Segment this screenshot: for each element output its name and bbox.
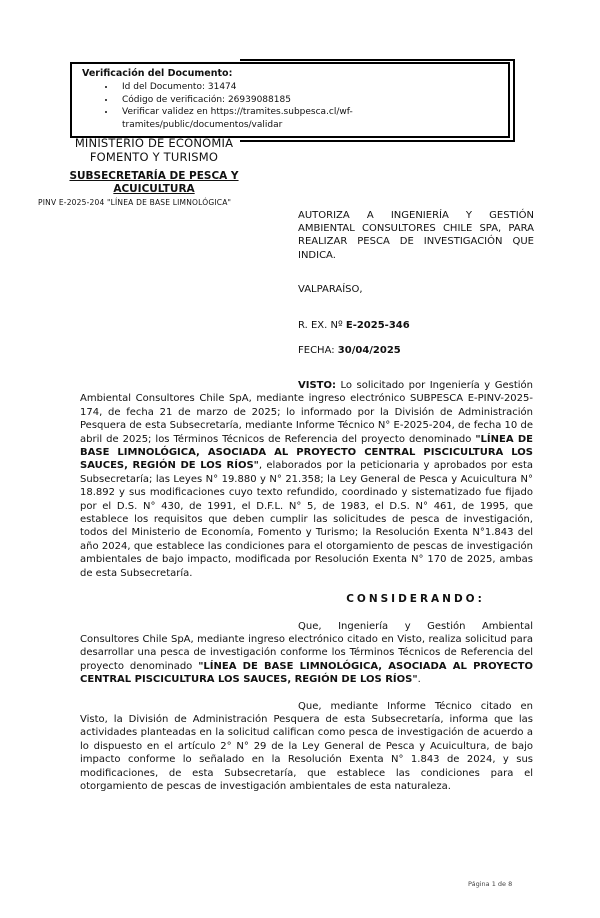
resolution-number [298,319,534,332]
document-body [80,379,533,806]
considerando-heading: CONSIDERANDO: [346,593,485,606]
visto-project-title: "LÍNEA DE BASE LIMNOLÓGICA, ASOCIADA AL PROYECTO CENTRAL PISCICULTURA LOS SAUCES, REGIÓN DE LOS RÍOS" [80,433,534,472]
page-number: Página 1 de 8 [468,880,513,888]
verification-url: • Verificar validez en https://tramites.subpesca.cl/wf-tramites/public/documentos/validar [116,106,500,131]
ministry-header [40,136,268,196]
resolution-city: VALPARAÍSO, [298,283,363,295]
verification-list [116,81,500,131]
verification-title: Verificación del Documento: [82,68,233,79]
resolution-number-value: E-2025-346 [345,320,410,332]
ministry-name-line1: MINISTERIO DE ECONOMÍA [74,136,234,150]
considerando-p1-project-title: "LÍNEA DE BASE LIMNOLÓGICA, ASOCIADA AL PROYECTO CENTRAL PISCICULTURA LOS SAUCES, REGIÓN DE LOS RÍOS" [80,660,533,686]
resolution-date-label: FECHA: [298,345,338,357]
verification-box [70,62,510,138]
considerando-p1-tail: . [417,674,421,686]
visto-paragraph [80,379,533,580]
resolution-date-value: 30/04/2025 [337,345,401,357]
resolution-number-label: R. EX. Nº [298,320,346,332]
resolution-subject: AUTORIZA A INGENIERÍA Y GESTIÓN AMBIENTAL CONSULTORES CHILE SPA, PARA REALIZAR PESCA DE INVESTIGACIÓN QUE INDICA. [298,210,534,261]
considerando-paragraph-1 [80,620,533,687]
ministry-name-line2: FOMENTO Y TURISMO [89,150,219,164]
considerando-paragraph-2: Que, mediante Informe Técnico citado en Visto, la División de Administración Pesquera de esta Subsecretaría, informa que las actividades planteadas en la solicitud califican como pesca de investigación de acuerdo a lo dispuesto en el artículo 2° N° 29 de la Ley General de Pesca y Acuicultura, de bajo impacto conforme lo señalado en la Resolución Exenta N° 1.843 de 2024, y sus modificaciones, de esta Subsecretaría, que establece las condiciones para el otorgamiento de pescas de investigación ambientales de esta naturaleza. [80,700,533,792]
considerando-p1-text: Que, Ingeniería y Gestión Ambiental Consultores Chile SpA, mediante ingreso electrónico citado en Visto, realiza solicitud para desarrollar una pesca de investigación conforme los Términos Técnicos de Referencia del proyecto denominado [80,620,533,672]
project-reference: PINV E-2025-204 "LÍNEA DE BASE LIMNOLÓGICA" [38,198,232,207]
verification-document-id: • Id del Documento: 31474 [116,81,500,94]
resolution-date [298,344,534,357]
visto-text-1: Lo solicitado por Ingeniería y Gestión Ambiental Consultores Chile SpA, mediante ingreso electrónico SUBPESCA E-PINV-2025-174, de fecha 21 de marzo de 2025; lo informado por la División de Administración Pesquera de esta Subsecretaría, mediante Informe Técnico N° E-2025-204, de fecha 10 de abril de 2025; los Términos Técnicos de Referencia del proyecto denominado [80,380,533,445]
subsecretaria-title: SUBSECRETARÍA DE PESCA Y ACUICULTURA [69,170,239,195]
visto-text-2: , elaborados por la peticionaria y aprobados por esta Subsecretaría; las Leyes N° 19.880 y N° 21.358; la Ley General de Pesca y Acuicultura N° 18.892 y sus modificaciones cuyo texto refundido, coordinado y sistematizado fue fijado por el D.S. N° 430, de 1991, el D.F.L. N° 5, de 1983, el D.S. N° 461, de 1995, que establece los requisitos que deben cumplir las solicitudes de pesca de investigación, todos del Ministerio de Economía, Fomento y Turismo; la Resolución Exenta N°1.843 del año 2024, que establece las condiciones para el otorgamiento de pescas de investigación ambientales de bajo impacto, modificada por Resolución Exenta N° 170 de 2025, ambas de esta Subsecretaría. [80,460,533,579]
resolution-header [298,209,534,357]
verification-code: • Código de verificación: 26939088185 [116,94,500,107]
visto-label: VISTO: [298,380,336,391]
